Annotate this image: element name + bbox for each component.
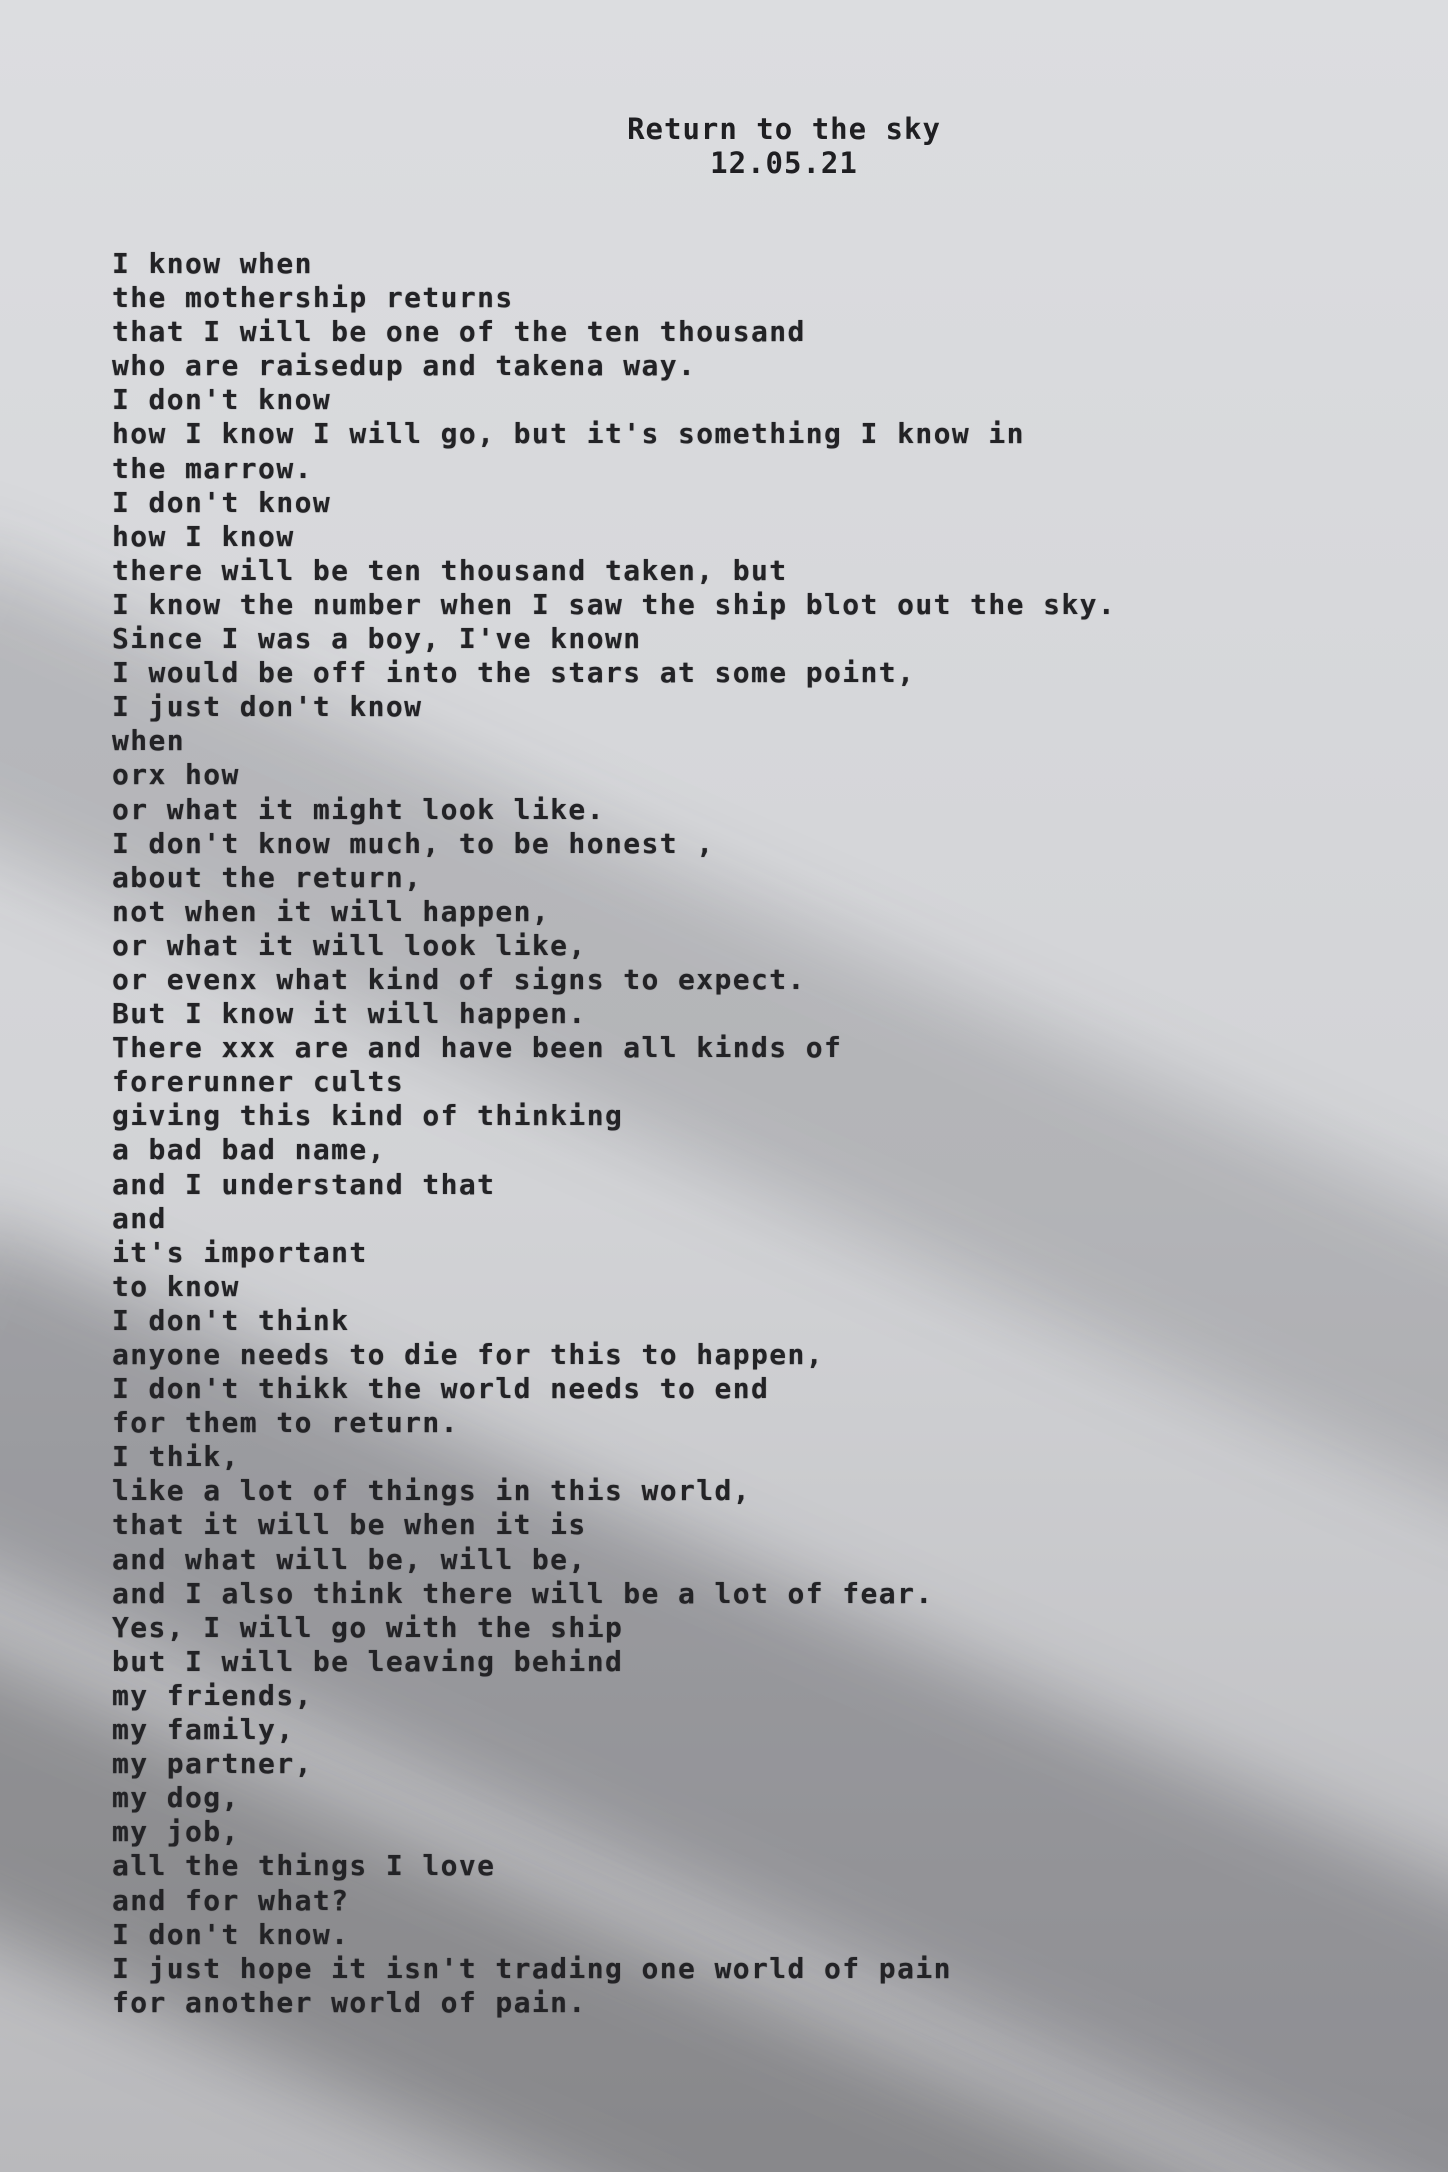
poem-line: not when it will happen, xyxy=(112,894,551,928)
poem-line: I don't know. xyxy=(112,1917,350,1951)
poem-line: my job, xyxy=(112,1815,240,1849)
poem-line: I don't know xyxy=(112,485,332,519)
poem-line: how I know xyxy=(112,519,295,553)
poem-line: and what will be, will be, xyxy=(112,1542,587,1576)
poem-line: I just don't know xyxy=(112,690,423,724)
poem-line: I don't know much, to be honest , xyxy=(112,826,715,860)
poem-line: my family, xyxy=(112,1713,295,1747)
poem-title: Return to the sky xyxy=(627,112,941,146)
poem-line: the mothership returns xyxy=(112,281,514,315)
poem-line: I just hope it isn't trading one world of pain xyxy=(112,1951,952,1985)
poem-line: to know xyxy=(112,1269,240,1303)
poem-line: I know the number when I saw the ship blot out the sky. xyxy=(112,587,1117,621)
poem-date: 12.05.21 xyxy=(710,146,858,180)
poem-line: when xyxy=(112,724,186,758)
poem-line: about the return, xyxy=(112,860,423,894)
poem-body xyxy=(112,247,1362,2020)
poem-line: my friends, xyxy=(112,1678,313,1712)
poem-line: and for what? xyxy=(112,1883,350,1917)
poem-line: I would be off into the stars at some point, xyxy=(112,656,916,690)
poem-line: I don't think xyxy=(112,1303,350,1337)
poem-line: giving this kind of thinking xyxy=(112,1099,624,1133)
poem-line: I know when xyxy=(112,247,313,280)
poem-line: the marrow. xyxy=(112,451,313,485)
poem-header xyxy=(0,112,1448,180)
poem-line: orx how xyxy=(112,758,240,792)
poem-line: and I understand that xyxy=(112,1167,496,1201)
poem-line: that it will be when it is xyxy=(112,1508,587,1542)
poem-line: it's important xyxy=(112,1235,368,1269)
poem-line: my partner, xyxy=(112,1747,313,1781)
poem-line: and xyxy=(112,1201,167,1235)
poem-line: all the things I love xyxy=(112,1849,496,1883)
poem-line: I don't know xyxy=(112,383,332,417)
poem-line: for another world of pain. xyxy=(112,1985,587,2019)
poem-line: forerunner cults xyxy=(112,1065,405,1099)
poem-line: or what it might look like. xyxy=(112,792,605,826)
poem-line: like a lot of things in this world, xyxy=(112,1474,752,1508)
poem-line: But I know it will happen. xyxy=(112,997,587,1031)
poem-line: I don't thikk the world needs to end xyxy=(112,1372,770,1406)
poem-line: who are raisedup and takena way. xyxy=(112,349,697,383)
poem-line: There xxx are and have been all kinds of xyxy=(112,1031,843,1065)
poem-line: there will be ten thousand taken, but xyxy=(112,553,788,587)
poem-line: that I will be one of the ten thousand xyxy=(112,315,806,349)
poem-line: and I also think there will be a lot of fear. xyxy=(112,1576,934,1610)
poem-line: but I will be leaving behind xyxy=(112,1644,624,1678)
poem-line: my dog, xyxy=(112,1781,240,1815)
poem-line: or evenx what kind of signs to expect. xyxy=(112,962,806,996)
poem-line: or what it will look like, xyxy=(112,928,587,962)
poem-line: a bad bad name, xyxy=(112,1133,386,1167)
poem-line: I thik, xyxy=(112,1440,240,1474)
poem-line: anyone needs to die for this to happen, xyxy=(112,1338,825,1371)
poem-line: for them to return. xyxy=(112,1406,459,1440)
poem-line: how I know I will go, but it's something I know in xyxy=(112,417,1025,451)
poem-line: Since I was a boy, I've known xyxy=(112,622,642,656)
poem-line: Yes, I will go with the ship xyxy=(112,1610,624,1644)
